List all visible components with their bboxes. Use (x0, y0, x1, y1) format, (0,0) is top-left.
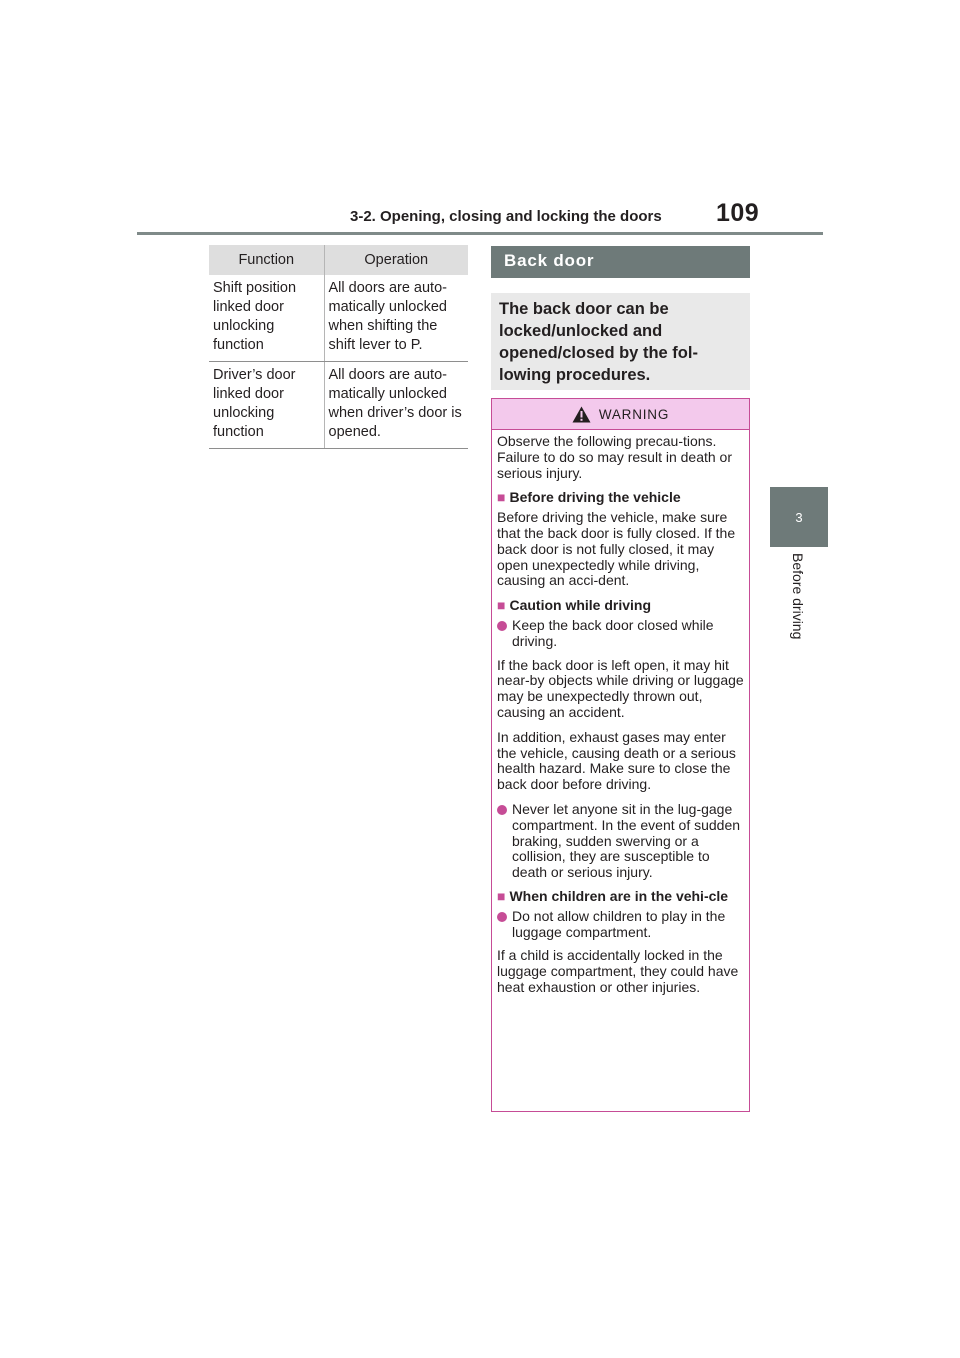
warning-subheading (497, 889, 744, 905)
warning-body (492, 430, 749, 996)
warning-subheading (497, 598, 744, 614)
square-bullet-icon: ■ (497, 597, 506, 614)
table-cell-function: Driver’s door linked door unlocking function (209, 362, 324, 449)
subheading-text: When children are in the vehi-cle (509, 887, 729, 904)
warning-paragraph: Before driving the vehicle, make sure that the back door is fully closed. If the back door is not fully closed, it may open unexpectedly while driving, causing an acci-dent. (497, 509, 736, 589)
chapter-tab[interactable] (770, 487, 828, 547)
warning-paragraph: If the back door is left open, it may hit near-by objects while driving or luggage may be unexpectedly thrown out, causing an accident. (497, 656, 744, 720)
function-table (209, 245, 468, 449)
table-cell-operation: All doors are auto-matically unlocked when shifting the shift lever to P. (324, 275, 468, 362)
column-header-function: Function (209, 245, 324, 275)
table-cell-function: Shift position linked door unlocking function (209, 275, 324, 362)
section-intro: The back door can be locked/unlocked and opened/closed by the fol-lowing procedures. (491, 293, 750, 390)
chapter-label-text: Before driving (790, 553, 806, 640)
warning-header (492, 399, 749, 430)
warning-bullet (497, 618, 744, 650)
bullet-text: Keep the back door closed while driving. (512, 616, 714, 649)
subheading-text: Before driving the vehicle (509, 489, 681, 506)
circle-bullet-icon (497, 621, 507, 631)
chapter-number: 3 (795, 509, 803, 525)
table-row (209, 362, 468, 449)
bullet-text: Do not allow children to play in the luggage compartment. (512, 907, 726, 940)
warning-title: WARNING (598, 406, 670, 422)
subheading-text: Caution while driving (509, 597, 652, 614)
warning-paragraph: If a child is accidentally locked in the luggage compartment, they could have heat exhaustion or other injuries. (497, 947, 739, 995)
warning-bullet (497, 909, 744, 941)
table-cell-operation: All doors are auto-matically unlocked when driver’s door is opened. (324, 362, 468, 449)
square-bullet-icon: ■ (497, 489, 506, 506)
section-title: 3-2. Opening, closing and locking the doors (350, 208, 662, 225)
warning-intro: Observe the following precau-tions. Failure to do so may result in death or serious injury. (497, 433, 733, 481)
warning-paragraph: In addition, exhaust gases may enter the vehicle, causing death or a serious health hazard. Make sure to close the back door before driving. (497, 728, 736, 793)
circle-bullet-icon (497, 805, 507, 815)
section-heading: Back door (491, 246, 750, 278)
circle-bullet-icon (497, 912, 507, 922)
page-number: 109 (716, 199, 760, 227)
square-bullet-icon: ■ (497, 887, 506, 904)
table-header-row (209, 245, 468, 275)
chapter-label (788, 555, 808, 665)
warning-triangle-icon (572, 406, 591, 423)
warning-box (491, 398, 750, 1112)
table-row (209, 275, 468, 362)
header-rule (137, 232, 823, 235)
bullet-text: Never let anyone sit in the lug-gage compartment. In the event of sudden braking, sudden swerving or a collision, they are susceptible to death or serious injury. (512, 800, 741, 881)
column-header-operation: Operation (324, 245, 468, 275)
warning-bullet (497, 802, 744, 881)
warning-subheading (497, 490, 744, 506)
